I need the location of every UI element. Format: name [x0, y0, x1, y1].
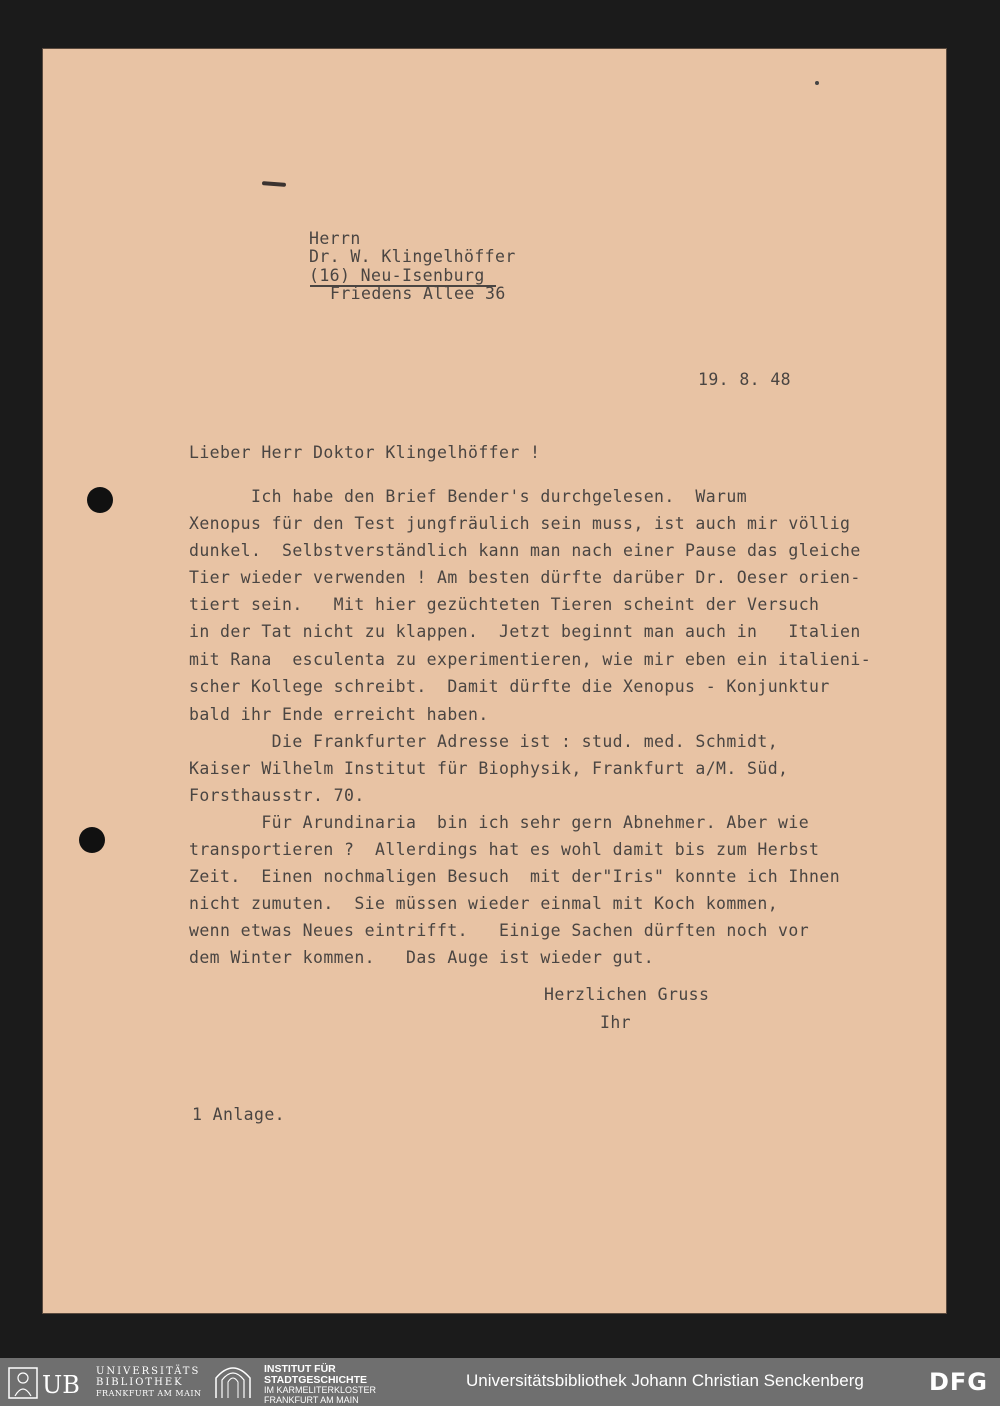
address-line-4: Friedens Allee 36: [330, 284, 506, 303]
ub-line: UNIVERSITÄTS: [96, 1366, 201, 1377]
footer-bar: [0, 1358, 1000, 1406]
body-line: mit Rana esculenta zu experimentieren, wie mir eben ein italieni-: [189, 650, 872, 669]
body-line: nicht zumuten. Sie müssen wieder einmal mit Koch kommen,: [189, 894, 779, 913]
body-line: Kaiser Wilhelm Institut für Biophysik, Frankfurt a/M. Süd,: [189, 759, 789, 778]
body-line: bald ihr Ende erreicht haben.: [189, 705, 489, 724]
dfg-logo: DFG: [928, 1368, 988, 1396]
body-line: transportieren ? Allerdings hat es wohl damit bis zum Herbst: [189, 840, 820, 859]
body-line: Forsthausstr. 70.: [189, 786, 365, 805]
body-line: dunkel. Selbstverständlich kann man nach einer Pause das gleiche: [189, 541, 861, 560]
body-line: Die Frankfurter Adresse ist : stud. med. Schmidt,: [189, 732, 779, 751]
closing-signature: Ihr: [600, 1013, 632, 1032]
address-line-1: Herrn: [309, 229, 361, 248]
body-line: dem Winter kommen. Das Auge ist wieder gut.: [189, 948, 655, 967]
salutation: Lieber Herr Doktor Klingelhöffer !: [189, 443, 541, 462]
ub-logo-icon: [8, 1367, 88, 1399]
isg-line: FRANKFURT AM MAIN: [264, 1395, 359, 1405]
isg-logo-icon: [214, 1364, 252, 1400]
speck-mark: [815, 81, 819, 85]
ub-mark: UB: [42, 1371, 80, 1399]
body-line: Für Arundinaria bin ich sehr gern Abnehmer. Aber wie: [189, 813, 810, 832]
closing-greeting: Herzlichen Gruss: [544, 985, 710, 1004]
body-line: in der Tat nicht zu klappen. Jetzt beginnt man auch in Italien: [189, 622, 861, 641]
punch-hole-bottom: [79, 827, 105, 853]
ub-line: FRANKFURT AM MAIN: [96, 1389, 202, 1398]
punch-hole-top: [87, 487, 113, 513]
library-title: Universitätsbibliothek Johann Christian Senckenberg: [466, 1371, 864, 1390]
body-line: wenn etwas Neues eintrifft. Einige Sachen dürften noch vor: [189, 921, 810, 940]
isg-line: STADTGESCHICHTE: [264, 1373, 368, 1386]
address-line-2: Dr. W. Klingelhöffer: [309, 247, 516, 266]
address-line-3: (16) Neu-Isenburg: [309, 266, 485, 285]
ub-wordmark: [96, 1366, 202, 1399]
body-line: tiert sein. Mit hier gezüchteten Tieren scheint der Versuch: [189, 595, 820, 614]
enclosure-note: 1 Anlage.: [192, 1105, 286, 1124]
body-line: Zeit. Einen nochmaligen Besuch mit der"Iris" konnte ich Ihnen: [189, 867, 841, 886]
body-line: scher Kollege schreibt. Damit dürfte die Xenopus - Konjunktur: [189, 677, 830, 696]
letter-date: 19. 8. 48: [698, 370, 792, 389]
body-line: Ich habe den Brief Bender's durchgelesen. Warum: [189, 487, 748, 506]
isg-line: INSTITUT FÜR: [264, 1363, 336, 1375]
body-line: Xenopus für den Test jungfräulich sein muss, ist auch mir völlig: [189, 514, 851, 533]
isg-wordmark: [264, 1364, 376, 1405]
ub-line: BIBLIOTHEK: [96, 1377, 184, 1388]
body-line: Tier wieder verwenden ! Am besten dürfte darüber Dr. Oeser orien-: [189, 568, 861, 587]
isg-line: IM KARMELITERKLOSTER: [264, 1385, 377, 1395]
